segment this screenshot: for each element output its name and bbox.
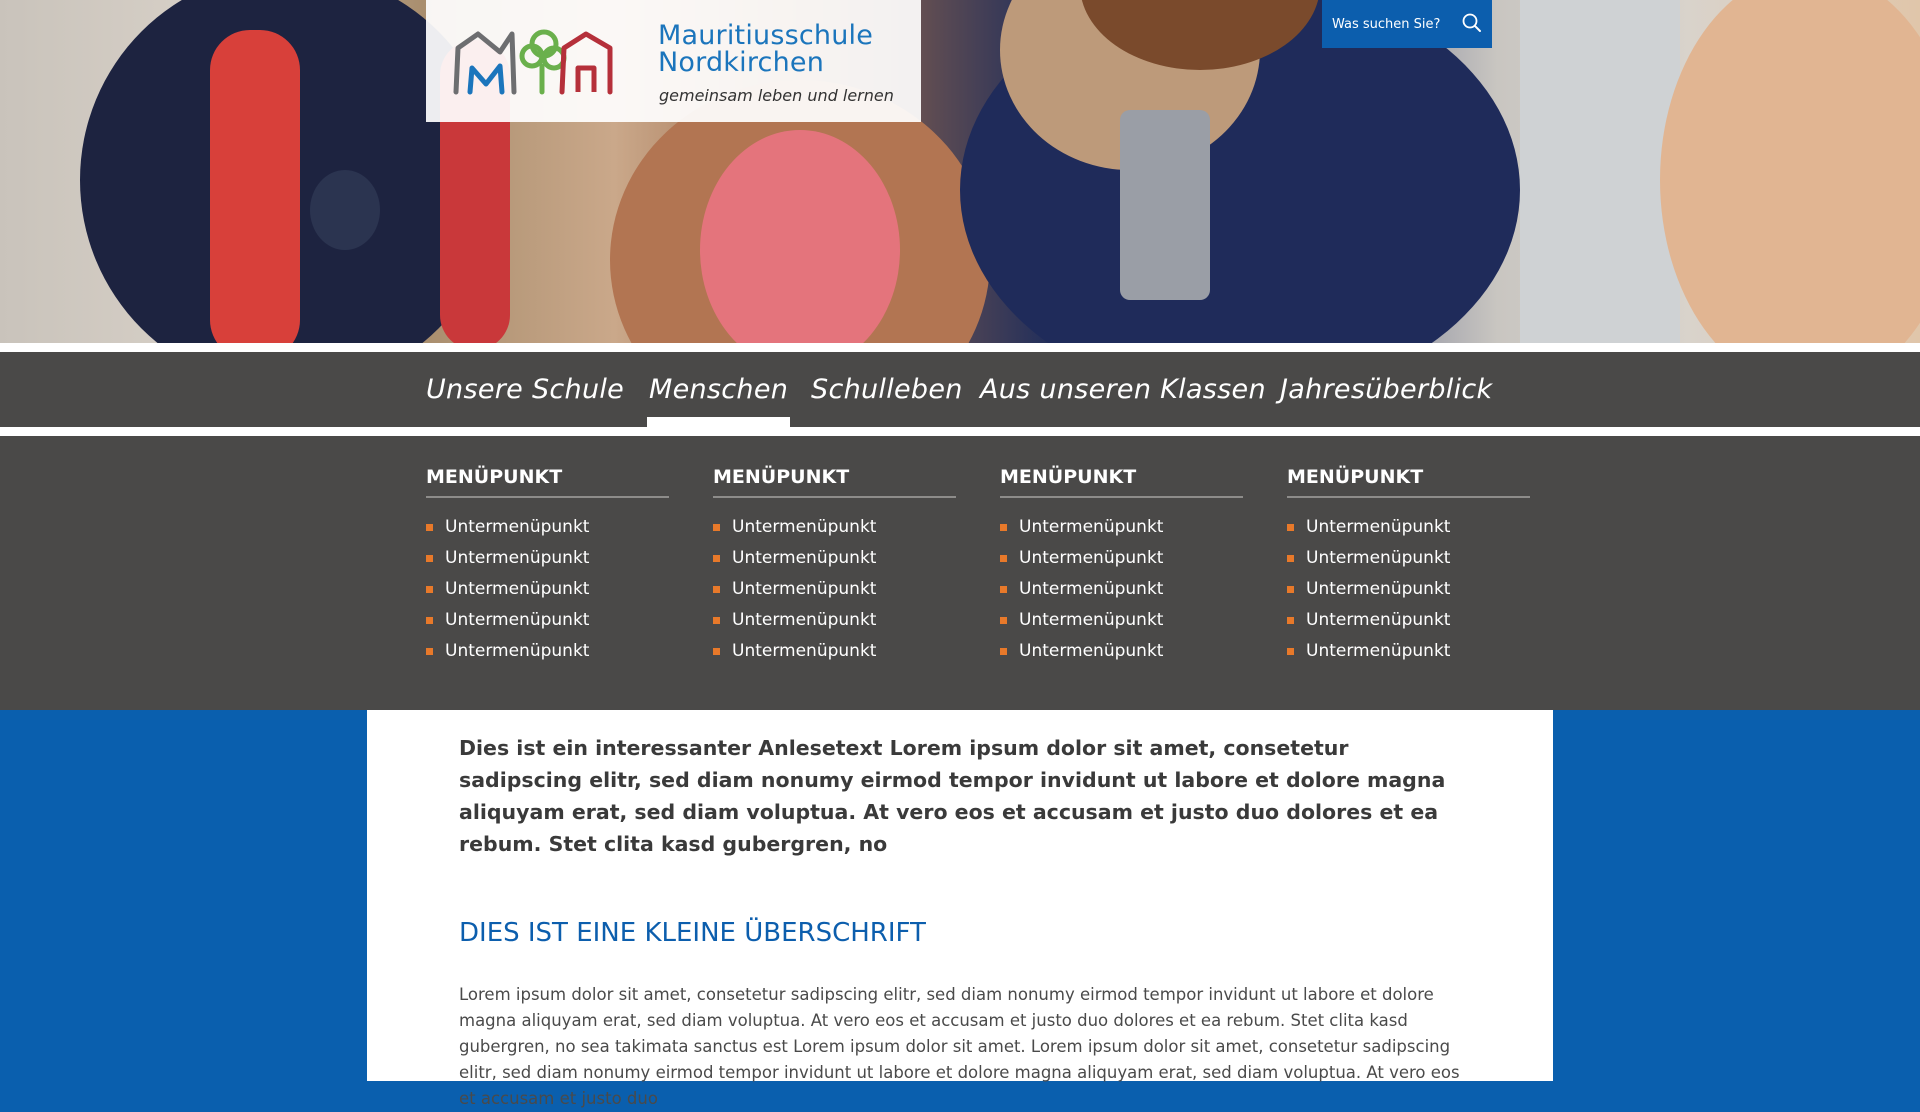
nav-item-label: Schulleben bbox=[811, 374, 963, 405]
submenu-item[interactable] bbox=[713, 605, 956, 636]
submenu-list bbox=[426, 512, 669, 667]
submenu-item[interactable] bbox=[426, 574, 669, 605]
menu-column-heading[interactable]: MENÜPUNKT bbox=[1000, 466, 1243, 498]
search-button[interactable] bbox=[1458, 10, 1486, 38]
bullet-icon bbox=[426, 648, 433, 655]
school-name-line2: Nordkirchen bbox=[658, 47, 825, 78]
submenu-item[interactable] bbox=[1000, 574, 1243, 605]
submenu-item-label: Untermenüpunkt bbox=[445, 517, 590, 537]
submenu-item[interactable] bbox=[1000, 605, 1243, 636]
bullet-icon bbox=[1000, 555, 1007, 562]
submenu-item-label: Untermenüpunkt bbox=[445, 579, 590, 599]
bullet-icon bbox=[713, 524, 720, 531]
nav-item-unsere-schule[interactable] bbox=[426, 362, 624, 427]
bullet-icon bbox=[1287, 648, 1294, 655]
nav-active-indicator bbox=[1280, 417, 1492, 427]
nav-active-indicator bbox=[811, 417, 963, 427]
menu-column-heading[interactable]: MENÜPUNKT bbox=[1287, 466, 1530, 498]
submenu-item[interactable] bbox=[1000, 543, 1243, 574]
search-icon bbox=[1458, 10, 1486, 38]
bullet-icon bbox=[1287, 586, 1294, 593]
bullet-icon bbox=[1000, 524, 1007, 531]
submenu-item[interactable] bbox=[1287, 574, 1530, 605]
search-input[interactable] bbox=[1330, 12, 1454, 36]
bullet-icon bbox=[1287, 617, 1294, 624]
submenu-item-label: Untermenüpunkt bbox=[1306, 548, 1451, 568]
submenu-item-label: Untermenüpunkt bbox=[732, 579, 877, 599]
school-name-line1: Mauritiusschule bbox=[658, 20, 874, 51]
nav-item-label: Unsere Schule bbox=[426, 374, 625, 405]
bullet-icon bbox=[426, 555, 433, 562]
bullet-icon bbox=[426, 617, 433, 624]
bullet-icon bbox=[713, 586, 720, 593]
menu-column-heading[interactable]: MENÜPUNKT bbox=[713, 466, 956, 498]
menu-column bbox=[713, 466, 956, 667]
nav-separator bbox=[0, 427, 1920, 436]
hero-separator bbox=[0, 343, 1920, 352]
submenu-item-label: Untermenüpunkt bbox=[445, 641, 590, 661]
submenu-item-label: Untermenüpunkt bbox=[732, 517, 877, 537]
submenu-item-label: Untermenüpunkt bbox=[732, 641, 877, 661]
section-heading: DIES IST EINE KLEINE ÜBERSCHRIFT bbox=[459, 918, 926, 948]
school-logo-icon bbox=[450, 22, 620, 102]
hero-image bbox=[0, 0, 1920, 343]
submenu-item[interactable] bbox=[1287, 605, 1530, 636]
submenu-list bbox=[1287, 512, 1530, 667]
submenu-item-label: Untermenüpunkt bbox=[1019, 579, 1164, 599]
menu-column bbox=[1287, 466, 1530, 667]
submenu-item-label: Untermenüpunkt bbox=[1019, 548, 1164, 568]
submenu-item[interactable] bbox=[713, 574, 956, 605]
main-content bbox=[367, 710, 1553, 1108]
nav-active-indicator bbox=[426, 417, 624, 427]
submenu-item[interactable] bbox=[426, 512, 669, 543]
submenu-item[interactable] bbox=[1287, 512, 1530, 543]
submenu-list bbox=[713, 512, 956, 667]
submenu-item[interactable] bbox=[713, 512, 956, 543]
submenu-item[interactable] bbox=[1000, 512, 1243, 543]
submenu-item[interactable] bbox=[426, 636, 669, 667]
submenu-item-label: Untermenüpunkt bbox=[1306, 517, 1451, 537]
submenu-item-label: Untermenüpunkt bbox=[1306, 641, 1451, 661]
nav-item-jahresueberblick[interactable] bbox=[1280, 362, 1492, 427]
nav-active-indicator bbox=[647, 417, 790, 427]
bullet-icon bbox=[426, 524, 433, 531]
submenu-item[interactable] bbox=[426, 605, 669, 636]
intro-text: Dies ist ein interessanter Anlesetext Lorem ipsum dolor sit amet, consetetur sadipscing elitr, sed diam nonumy eirmod tempor invidunt ut labore et dolore magna aliquyam erat, sed diam voluptua. At vero eos et accusam et justo duo dolores et ea rebum. Stet clita kasd gubergren, no bbox=[459, 736, 1446, 856]
bullet-icon bbox=[426, 586, 433, 593]
submenu-item-label: Untermenüpunkt bbox=[445, 548, 590, 568]
submenu-list bbox=[1000, 512, 1243, 667]
school-tagline: gemeinsam leben und lernen bbox=[659, 86, 894, 105]
nav-item-aus-unseren-klassen[interactable] bbox=[980, 362, 1266, 427]
bullet-icon bbox=[1000, 617, 1007, 624]
bullet-icon bbox=[1000, 648, 1007, 655]
mega-menu bbox=[0, 436, 1920, 710]
submenu-item-label: Untermenüpunkt bbox=[1019, 641, 1164, 661]
menu-column-heading[interactable]: MENÜPUNKT bbox=[426, 466, 669, 498]
nav-item-label: Menschen bbox=[649, 374, 789, 405]
submenu-item[interactable] bbox=[1000, 636, 1243, 667]
bullet-icon bbox=[713, 555, 720, 562]
submenu-item[interactable] bbox=[1287, 543, 1530, 574]
submenu-item[interactable] bbox=[713, 543, 956, 574]
menu-column bbox=[426, 466, 669, 667]
search-box bbox=[1322, 0, 1492, 48]
nav-item-schulleben[interactable] bbox=[811, 362, 963, 427]
submenu-item-label: Untermenüpunkt bbox=[1306, 610, 1451, 630]
bullet-icon bbox=[713, 617, 720, 624]
bullet-icon bbox=[1287, 555, 1294, 562]
site-logo[interactable] bbox=[426, 0, 921, 122]
nav-item-label: Aus unseren Klassen bbox=[980, 374, 1266, 405]
main-navigation bbox=[0, 352, 1920, 427]
menu-column bbox=[1000, 466, 1243, 667]
submenu-item-label: Untermenüpunkt bbox=[1019, 517, 1164, 537]
bullet-icon bbox=[713, 648, 720, 655]
submenu-item-label: Untermenüpunkt bbox=[1306, 579, 1451, 599]
nav-active-indicator bbox=[980, 417, 1266, 427]
submenu-item-label: Untermenüpunkt bbox=[445, 610, 590, 630]
school-name bbox=[658, 22, 873, 76]
nav-item-menschen[interactable] bbox=[647, 362, 790, 427]
submenu-item[interactable] bbox=[1287, 636, 1530, 667]
submenu-item[interactable] bbox=[426, 543, 669, 574]
bullet-icon bbox=[1000, 586, 1007, 593]
submenu-item-label: Untermenüpunkt bbox=[732, 548, 877, 568]
submenu-item-label: Untermenüpunkt bbox=[1019, 610, 1164, 630]
bullet-icon bbox=[1287, 524, 1294, 531]
nav-item-label: Jahresüberblick bbox=[1280, 374, 1493, 405]
body-text: Lorem ipsum dolor sit amet, consetetur sadipscing elitr, sed diam nonumy eirmod tempor invidunt ut labore et dolore magna aliquyam erat, sed diam voluptua. At vero eos et accusam et justo duo dolores et ea rebum. Stet clita kasd gubergren, no sea takimata sanctus est Lorem ipsum dolor sit amet. Lorem ipsum dolor sit amet, consetetur sadipscing elitr, sed diam nonumy eirmod tempor invidunt ut labore et dolore magna aliquyam erat, sed diam voluptua. At vero eos et accusam et justo duo bbox=[459, 985, 1460, 1108]
submenu-item[interactable] bbox=[713, 636, 956, 667]
submenu-item-label: Untermenüpunkt bbox=[732, 610, 877, 630]
